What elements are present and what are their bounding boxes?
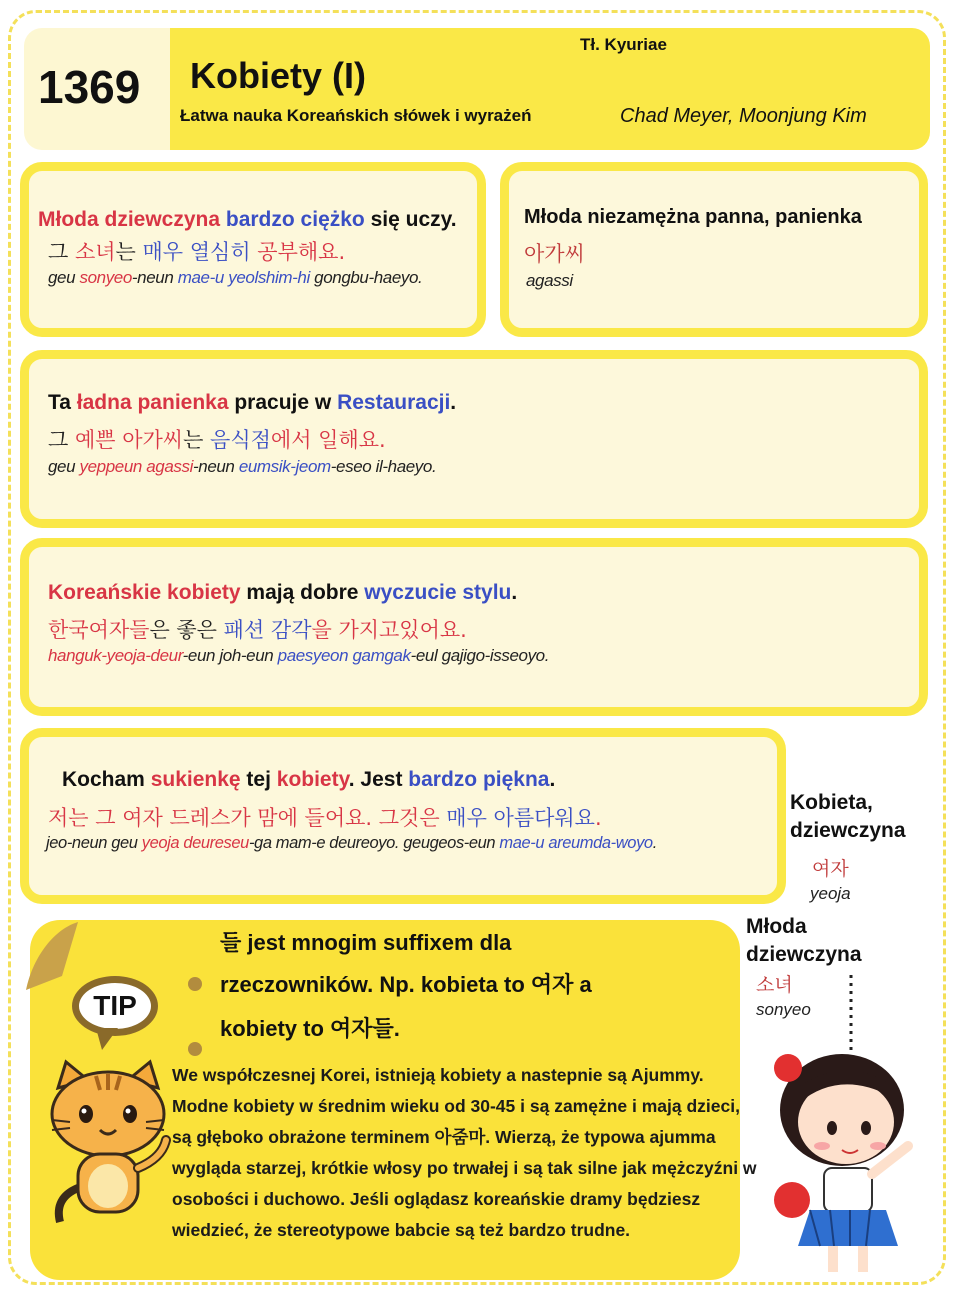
text-segment: . [511, 581, 518, 604]
text-segment: geu [48, 457, 80, 476]
text-segment: 매우 열심히 [142, 240, 251, 264]
text-segment: -eseo il-haeyo. [330, 457, 437, 476]
text-segment: Młoda dziewczyna [38, 208, 221, 231]
text-segment: wyczucie stylu [364, 581, 512, 604]
card4-romanization [48, 646, 549, 666]
text-segment: 가 맘에 들어요. 그것은 [230, 806, 447, 830]
tip-badge-tail [92, 1028, 122, 1052]
text-segment: yeppeun agassi [79, 457, 193, 476]
text-segment: 패션 감각 [223, 618, 312, 642]
text-segment: 그 [48, 240, 75, 264]
text-segment: -neun [131, 268, 178, 287]
side-vocab-sonyeo-polish: Młoda dziewczyna [746, 915, 862, 966]
text-segment: -neun [193, 457, 239, 476]
text-segment: ładna panienka [76, 391, 229, 414]
card5-polish [62, 768, 555, 792]
side-vocab-yeoja-romanization: yeoja [810, 884, 851, 903]
tip-bullet-icon [188, 1042, 202, 1056]
card1-korean [48, 236, 345, 266]
text-segment: 매우 아름다워요 [446, 806, 595, 830]
translator: Tł. Kyuriae [580, 35, 667, 54]
cheerleader-girl-icon [770, 1050, 920, 1278]
text-segment: 공부해요. [250, 240, 346, 264]
text-segment: kobiety [276, 768, 349, 791]
text-segment: . Jest [348, 768, 409, 791]
text-segment: tej [240, 768, 277, 791]
text-segment: 는 [183, 428, 211, 452]
card3-korean [48, 424, 386, 454]
text-segment: . [549, 768, 556, 791]
card3-polish [48, 391, 456, 415]
side-vocab-yeoja-korean: 여자 [812, 858, 849, 880]
text-segment: 그 [48, 428, 75, 452]
text-segment: bardzo piękna [408, 768, 550, 791]
text-segment: 음식점 [210, 428, 271, 452]
text-segment: 한국여자들 [48, 618, 150, 642]
tip-line-2: rzeczowników. Np. kobieta to 여자 a [220, 972, 592, 997]
text-segment: 는 [115, 240, 143, 264]
text-segment: Ta [48, 391, 77, 414]
text-segment: -eul gajigo-isseoyo. [410, 646, 550, 665]
page-subtitle: Łatwa nauka Koreańskich słówek i wyrażeń [180, 106, 532, 125]
text-segment: 에서 일해요. [270, 428, 386, 452]
text-segment: mają dobre [240, 581, 365, 604]
text-segment: geu [48, 268, 80, 287]
text-segment: bardzo ciężko [220, 208, 365, 231]
text-segment: Koreańskie kobiety [48, 581, 241, 604]
text-segment: Kocham [62, 768, 151, 791]
card5-romanization [46, 834, 657, 853]
text-segment: mae-u yeolshim-hi [177, 268, 310, 287]
card1-polish [38, 208, 457, 232]
text-segment: 을 가지고있어요. [311, 618, 467, 642]
text-segment: . [450, 391, 457, 414]
card2-korean: 아가씨 [524, 242, 585, 266]
text-segment: . [594, 806, 602, 830]
text-segment: Restauracji [337, 391, 451, 414]
page-title: Kobiety (I) [190, 55, 366, 96]
text-segment: 예쁜 아가씨 [74, 428, 184, 452]
text-segment: yeoja deureseu [141, 834, 249, 852]
text-segment: 은 좋은 [149, 618, 224, 642]
side-vocab-sonyeo-korean: 소녀 [756, 974, 793, 996]
card5-korean [48, 802, 602, 832]
side-vocab-sonyeo-romanization: sonyeo [756, 1000, 811, 1019]
text-segment: jeo-neun geu [46, 834, 142, 852]
card1-romanization [48, 268, 422, 288]
card4-polish [48, 581, 517, 605]
text-segment: sukienkę [150, 768, 241, 791]
text-segment: paesyeon gamgak [277, 646, 411, 665]
text-segment: pracuje w [228, 391, 338, 414]
card4-korean [48, 614, 467, 644]
text-segment: eumsik-jeom [238, 457, 331, 476]
cat-mascot-icon [44, 1058, 172, 1228]
text-segment: 여자 드레스 [122, 806, 231, 830]
text-segment: . [652, 834, 657, 852]
tip-line-3: kobiety to 여자들. [220, 1016, 400, 1041]
text-segment: sonyeo [79, 268, 132, 287]
text-segment: mae-u areumda-woyo [499, 834, 653, 852]
tip-badge [72, 976, 158, 1036]
text-segment: się uczy. [364, 208, 457, 231]
card2-romanization: agassi [526, 271, 573, 290]
side-vocab-yeoja-polish: Kobieta, dziewczyna [790, 791, 906, 842]
text-segment: 저는 그 [48, 806, 123, 830]
text-segment: -ga mam-e deureoyo. geugeos-eun [248, 834, 500, 852]
text-segment: 소녀 [74, 240, 116, 264]
authors: Chad Meyer, Moonjung Kim [620, 105, 867, 127]
text-segment: gongbu-haeyo. [309, 268, 423, 287]
text-segment: hanguk-yeoja-deur [48, 646, 183, 665]
card3-romanization [48, 457, 436, 477]
tip-bullet-icon [188, 977, 202, 991]
lesson-number: 1369 [38, 61, 141, 113]
tip-line-1: 들 jest mnogim suffixem dla [220, 930, 512, 955]
tip-label: TIP [93, 990, 137, 1021]
card2-polish: Młoda niezamężna panna, panienka [524, 206, 862, 228]
tip-paragraph: We współczesnej Korei, istnieją kobiety a nastepnie są Ajummy. Modne kobiety w średnim wieku od 30-45 i są zamężne i mają dzieci, są głęboko obrażone terminem 아줌마. Wierzą, że typowa ajumma wygląda starzej, krótkie włosy po trwałej i są tak silne jak mężczyźni w osobości i duchowo. Jeśli oglądasz koreańskie dramy będziesz wiedzieć, że stereotypowe babcie są też bardzo trudne. [172, 1065, 757, 1240]
text-segment: -eun joh-eun [182, 646, 278, 665]
